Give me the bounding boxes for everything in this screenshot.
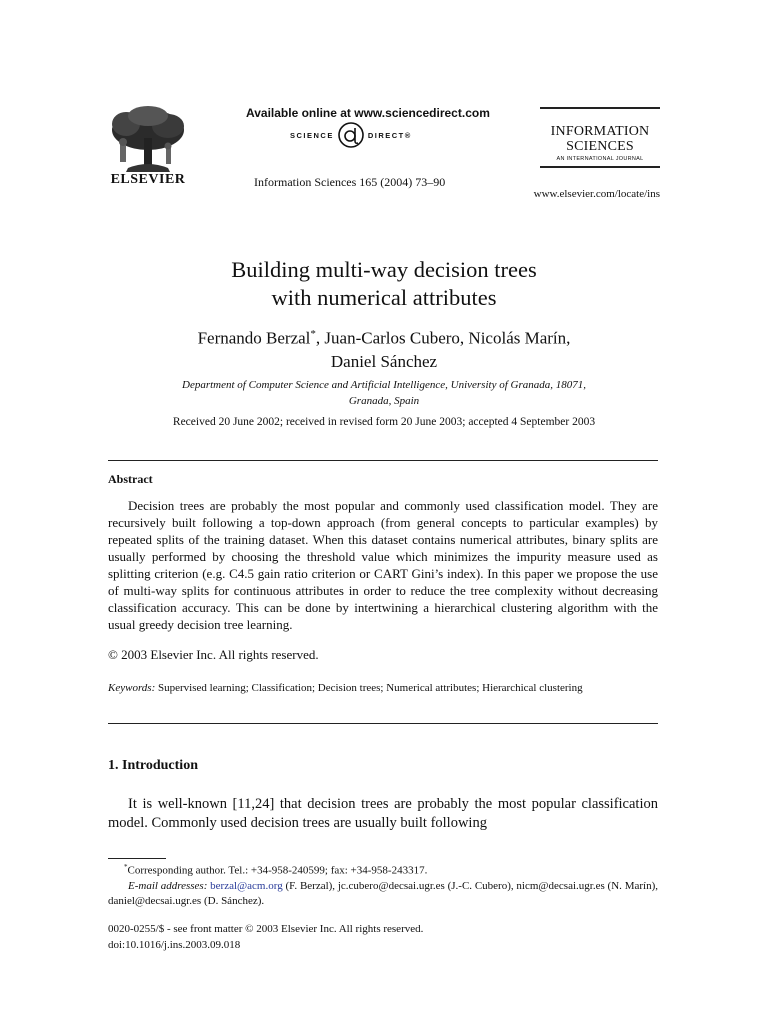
journal-url-link[interactable]: www.elsevier.com/locate/ins xyxy=(533,188,660,200)
affiliation xyxy=(110,377,658,409)
email-rest: (F. Berzal), jc.cubero@decsai.ugr.es (J.-C. Cubero), nicm@decsai.ugr.es (N. Marín), daniel@decsai.ugr.es (D. Sánchez). xyxy=(108,880,658,907)
introduction-body: It is well-known [11,24] that decision trees are probably the most popular classification model. Commonly used decision trees are usually built following xyxy=(108,796,658,831)
front-matter-line: 0020-0255/$ - see front matter © 2003 Elsevier Inc. All rights reserved. xyxy=(108,923,424,935)
abstract-bottom-rule xyxy=(108,723,658,724)
journal-title-line1: INFORMATION xyxy=(550,124,650,139)
abstract-body: Decision trees are probably the most popular and commonly used classification model. They are recursively built following a top-down approach (from general concepts to particular examples) by repeated splits of the training dataset. When this dataset contains numerical attributes, binary splits are usually performed by choosing the threshold value which minimizes the impurity measure used as splitting criterion (e.g. C4.5 gain ratio criterion or CART Gini’s index). In this paper we propose the use of multi-way splits for continuous attributes in order to reduce the tree complexity without decreasing classification accuracy. This can be done by intertwining a hierarchical clustering algorithm with the usual greedy decision tree learning. xyxy=(108,498,658,632)
sciencedirect-logo xyxy=(290,120,412,150)
affiliation-line2: Granada, Spain xyxy=(348,395,420,407)
journal-logo-bottom-rule xyxy=(540,166,660,168)
keywords-label: Keywords: xyxy=(108,682,156,694)
corresponding-author-footnote xyxy=(124,863,427,877)
doi-line[interactable]: doi:10.1016/j.ins.2003.09.018 xyxy=(108,939,241,951)
email-label: E-mail addresses: xyxy=(128,880,208,892)
authors-rest: , Juan-Carlos Cubero, Nicolás Marín, xyxy=(315,328,571,348)
abstract-copyright: © 2003 Elsevier Inc. All rights reserved. xyxy=(108,647,319,662)
available-online-text: Available online at www.sciencedirect.com xyxy=(246,106,490,120)
footnote-mark: * xyxy=(124,863,128,871)
affiliation-line1: Department of Computer Science and Artificial Intelligence, University of Granada, 18071, xyxy=(182,379,586,391)
footnote-rule xyxy=(108,858,166,859)
journal-subtitle: AN INTERNATIONAL JOURNAL xyxy=(556,156,644,162)
author-list xyxy=(100,323,668,373)
journal-logo-title xyxy=(536,124,664,154)
publisher-name: ELSEVIER xyxy=(110,172,186,187)
abstract-heading: Abstract xyxy=(108,472,153,486)
email-footnote xyxy=(108,879,658,909)
journal-logo-top-rule xyxy=(540,107,660,109)
keywords-list: Supervised learning; Classification; Decision trees; Numerical attributes; Hierarchical clustering xyxy=(155,682,583,694)
sciencedirect-at-icon xyxy=(336,120,366,150)
journal-citation: Information Sciences 165 (2004) 73–90 xyxy=(254,175,446,189)
corresponding-author-mark[interactable]: * xyxy=(310,328,316,340)
introduction-heading: 1. Introduction xyxy=(108,758,198,773)
email-link-berzal[interactable]: berzal@acm.org xyxy=(210,880,283,892)
author-sanchez: Daniel Sánchez xyxy=(330,351,438,371)
direct-word: DIRECT xyxy=(367,130,405,140)
registered-mark: ® xyxy=(404,130,412,140)
author-berzal: Fernando Berzal xyxy=(197,328,311,348)
science-word: SCIENCE xyxy=(290,130,334,140)
corresponding-author-text: Corresponding author. Tel.: +34-958-240599; fax: +34-958-243317. xyxy=(127,864,428,877)
journal-title-line2: SCIENCES xyxy=(566,139,634,154)
history-dates: Received 20 June 2002; received in revised form 20 June 2003; accepted 4 September 2003 xyxy=(172,416,596,428)
keywords xyxy=(108,680,658,696)
title-line1: Building multi-way decision trees xyxy=(231,257,537,282)
title-line2: with numerical attributes xyxy=(271,285,497,310)
paper-title xyxy=(100,256,668,312)
abstract-top-rule xyxy=(108,460,658,461)
